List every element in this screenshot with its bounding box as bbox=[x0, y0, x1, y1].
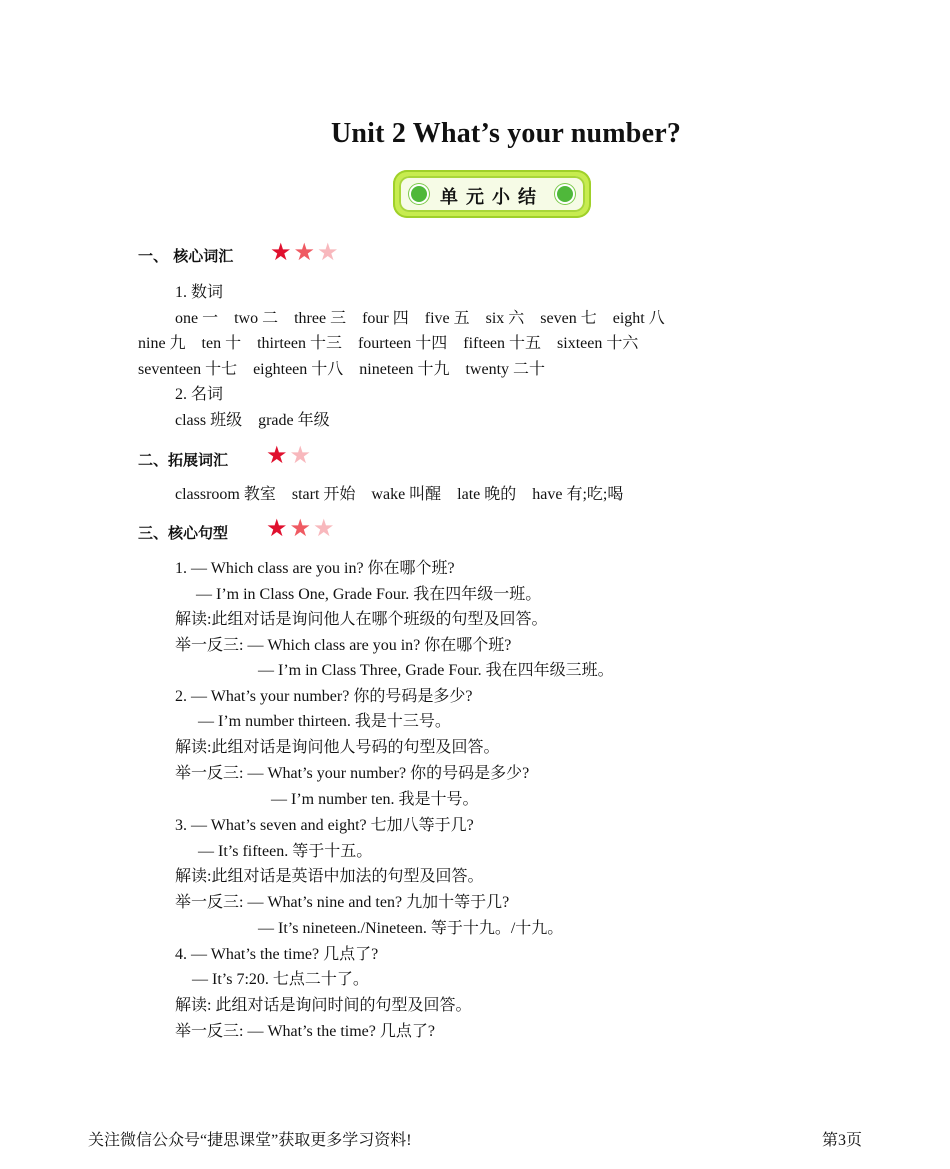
page-number: 第3页 bbox=[821, 1132, 862, 1149]
star-icon: ★ bbox=[266, 441, 288, 469]
text-line: — It’s nineteen./Nineteen. 等于十九。/十九。 bbox=[258, 920, 564, 937]
star-icon: ★ bbox=[270, 238, 292, 266]
text-line: 4. — What’s the time? 几点了? bbox=[175, 946, 379, 963]
section-heading-core-sentences: 三、核心句型 bbox=[138, 524, 229, 542]
text-line: — I’m number thirteen. 我是十三号。 bbox=[198, 713, 451, 730]
text-line: 1. — Which class are you in? 你在哪个班? bbox=[175, 560, 455, 577]
rating-stars bbox=[266, 516, 335, 540]
footer-promo: 关注微信公众号“捷思课堂”获取更多学习资料! bbox=[88, 1132, 412, 1149]
text-line: — I’m number ten. 我是十号。 bbox=[271, 791, 479, 808]
section-heading-core-vocab: 一、 核心词汇 bbox=[138, 247, 234, 265]
text-line: 举一反三: — What’s the time? 几点了? bbox=[175, 1023, 435, 1040]
star-icon: ★ bbox=[313, 514, 335, 542]
text-line: — It’s 7:20. 七点二十了。 bbox=[192, 971, 369, 988]
text-line: 解读:此组对话是询问他人在哪个班级的句型及回答。 bbox=[175, 611, 548, 628]
section-heading-extended-vocab: 二、拓展词汇 bbox=[138, 451, 229, 469]
section-badge bbox=[393, 170, 591, 218]
star-icon: ★ bbox=[289, 441, 312, 469]
star-icon: ★ bbox=[289, 514, 312, 542]
text-line: 2. — What’s your number? 你的号码是多少? bbox=[175, 688, 473, 705]
text-line: 举一反三: — Which class are you in? 你在哪个班? bbox=[175, 637, 512, 654]
green-dot-icon bbox=[557, 186, 573, 202]
badge-label: 单元小结 bbox=[440, 187, 544, 208]
text-line: 解读:此组对话是询问他人号码的句型及回答。 bbox=[175, 739, 500, 756]
text-line: — It’s fifteen. 等于十五。 bbox=[198, 843, 373, 860]
text-line: one 一 two 二 three 三 four 四 five 五 six 六 seven 七 eight 八 bbox=[175, 310, 665, 327]
page-title: Unit 2 What’s your number? bbox=[330, 118, 682, 149]
star-icon: ★ bbox=[317, 238, 339, 266]
text-line: 举一反三: — What’s nine and ten? 九加十等于几? bbox=[175, 894, 510, 911]
text-line: 1. 数词 bbox=[175, 284, 224, 301]
text-line: class 班级 grade 年级 bbox=[175, 412, 330, 429]
text-line: 解读:此组对话是英语中加法的句型及回答。 bbox=[175, 868, 484, 885]
text-line: seventeen 十七 eighteen 十八 nineteen 十九 twenty 二十 bbox=[138, 361, 546, 378]
text-line: — I’m in Class Three, Grade Four. 我在四年级三班。 bbox=[258, 662, 614, 679]
text-line: 解读: 此组对话是询问时间的句型及回答。 bbox=[175, 997, 472, 1014]
text-line: 2. 名词 bbox=[175, 386, 224, 403]
text-line: 举一反三: — What’s your number? 你的号码是多少? bbox=[175, 765, 530, 782]
text-line: classroom 教室 start 开始 wake 叫醒 late 晚的 have 有;吃;喝 bbox=[175, 486, 624, 503]
star-icon: ★ bbox=[293, 238, 316, 266]
rating-stars bbox=[270, 240, 339, 264]
text-line: 3. — What’s seven and eight? 七加八等于几? bbox=[175, 817, 474, 834]
text-line: nine 九 ten 十 thirteen 十三 fourteen 十四 fifteen 十五 sixteen 十六 bbox=[138, 335, 639, 352]
rating-stars bbox=[266, 443, 311, 467]
text-line: — I’m in Class One, Grade Four. 我在四年级一班。 bbox=[196, 586, 542, 603]
star-icon: ★ bbox=[266, 514, 288, 542]
